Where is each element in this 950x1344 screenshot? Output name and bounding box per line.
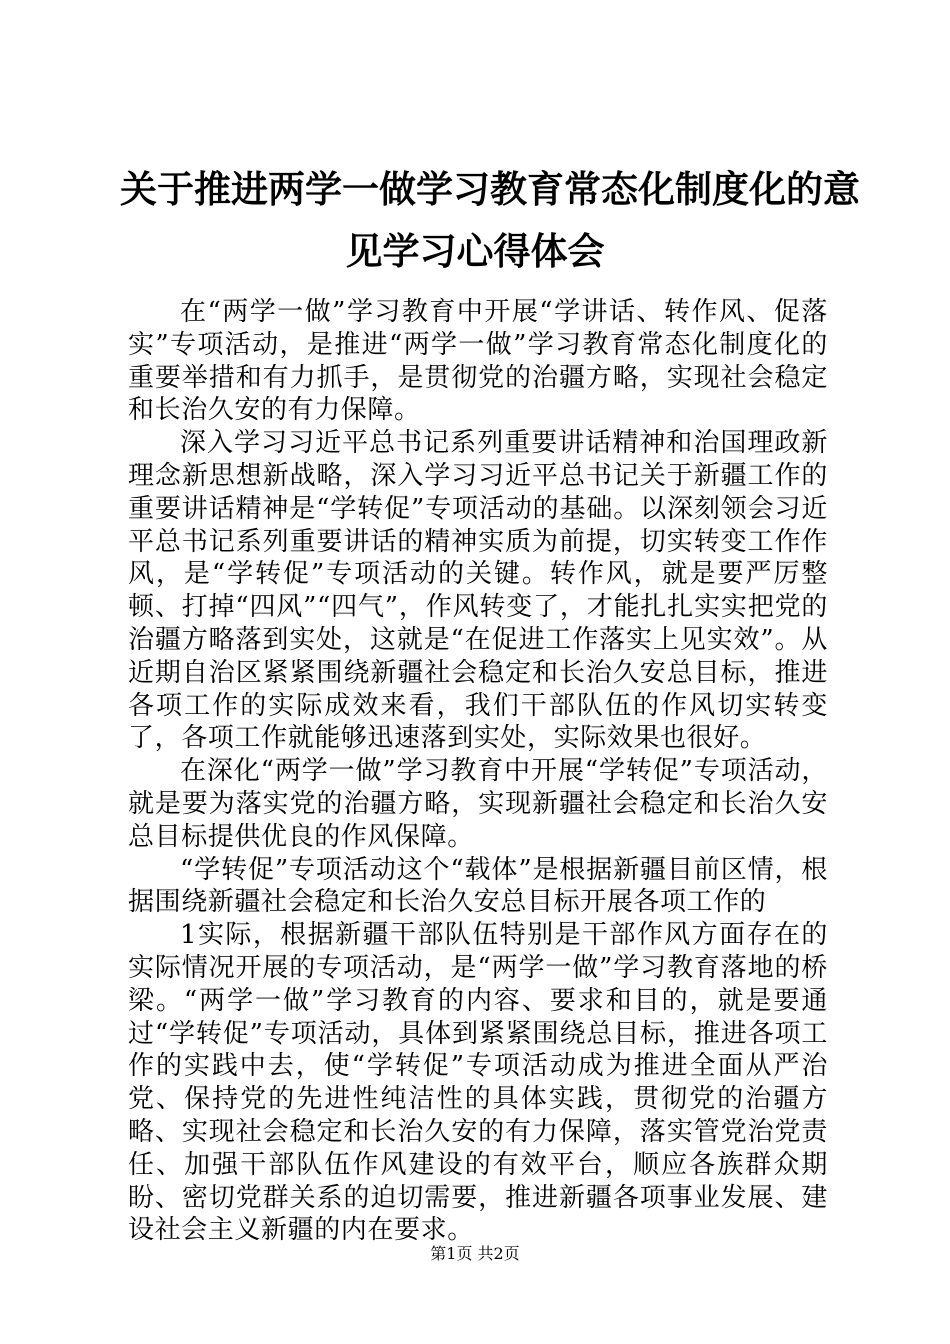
title-line-1: 关于推进两学一做学习教育常态化制度化的意	[120, 167, 860, 211]
document-title	[120, 158, 860, 282]
paragraph: 在“两学一做”学习教育中开展“学讲话、转作风、促落实”专项活动，是推进“两学一做”学习教育常态化制度化的重要举措和有力抓手，是贯彻党的治疆方略，实现社会稳定和长治久安的有力保障。	[128, 297, 828, 426]
paragraph: 在深化“两学一做”学习教育中开展“学转促”专项活动，就是要为落实党的治疆方略，实现新疆社会稳定和长治久安总目标提供优良的作风保障。	[128, 756, 828, 852]
paragraph: “学转促”专项活动这个“载体”是根据新疆目前区情，根据围绕新疆社会稳定和长治久安总目标开展各项工作的	[128, 854, 828, 918]
paragraph: 深入学习习近平总书记系列重要讲话精神和治国理政新理念新思想新战略，深入学习习近平总书记关于新疆工作的重要讲话精神是“学转促”专项活动的基础。以深刻领会习近平总书记系列重要讲话的精神实质为前提，切实转变工作作风，是“学转促”专项活动的关键。转作风，就是要严厉整顿、打掉“四风”“四气”，作风转变了，才能扎扎实实把党的治疆方略落到实处，这就是“在促进工作落实上见实效”。从近期自治区紧紧围绕新疆社会稳定和长治久安总目标，推进各项工作的实际成效来看，我们干部队伍的作风切实转变了，各项工作就能够迅速落到实处，实际效果也很好。	[128, 428, 828, 754]
document-body	[128, 296, 828, 1247]
title-line-2: 见学习心得体会	[345, 229, 605, 273]
paragraph: 1实际，根据新疆干部队伍特别是干部作风方面存在的实际情况开展的专项活动，是“两学一做”学习教育落地的桥梁。“两学一做”学习教育的内容、要求和目的，就是要通过“学转促”专项活动，具体到紧紧围绕总目标，推进各项工作的实践中去，使“学转促”专项活动成为推进全面从严治党、保持党的先进性纯洁性的具体实践，贯彻党的治疆方略、实现社会稳定和长治久安的有力保障，落实管党治党责任、加强干部队伍作风建设的有效平台，顺应各族群众期盼、密切党群关系的迫切需要，推进新疆各项事业发展、建设社会主义新疆的内在要求。	[128, 920, 828, 1246]
page-footer: 第1页 共2页	[430, 1244, 520, 1263]
